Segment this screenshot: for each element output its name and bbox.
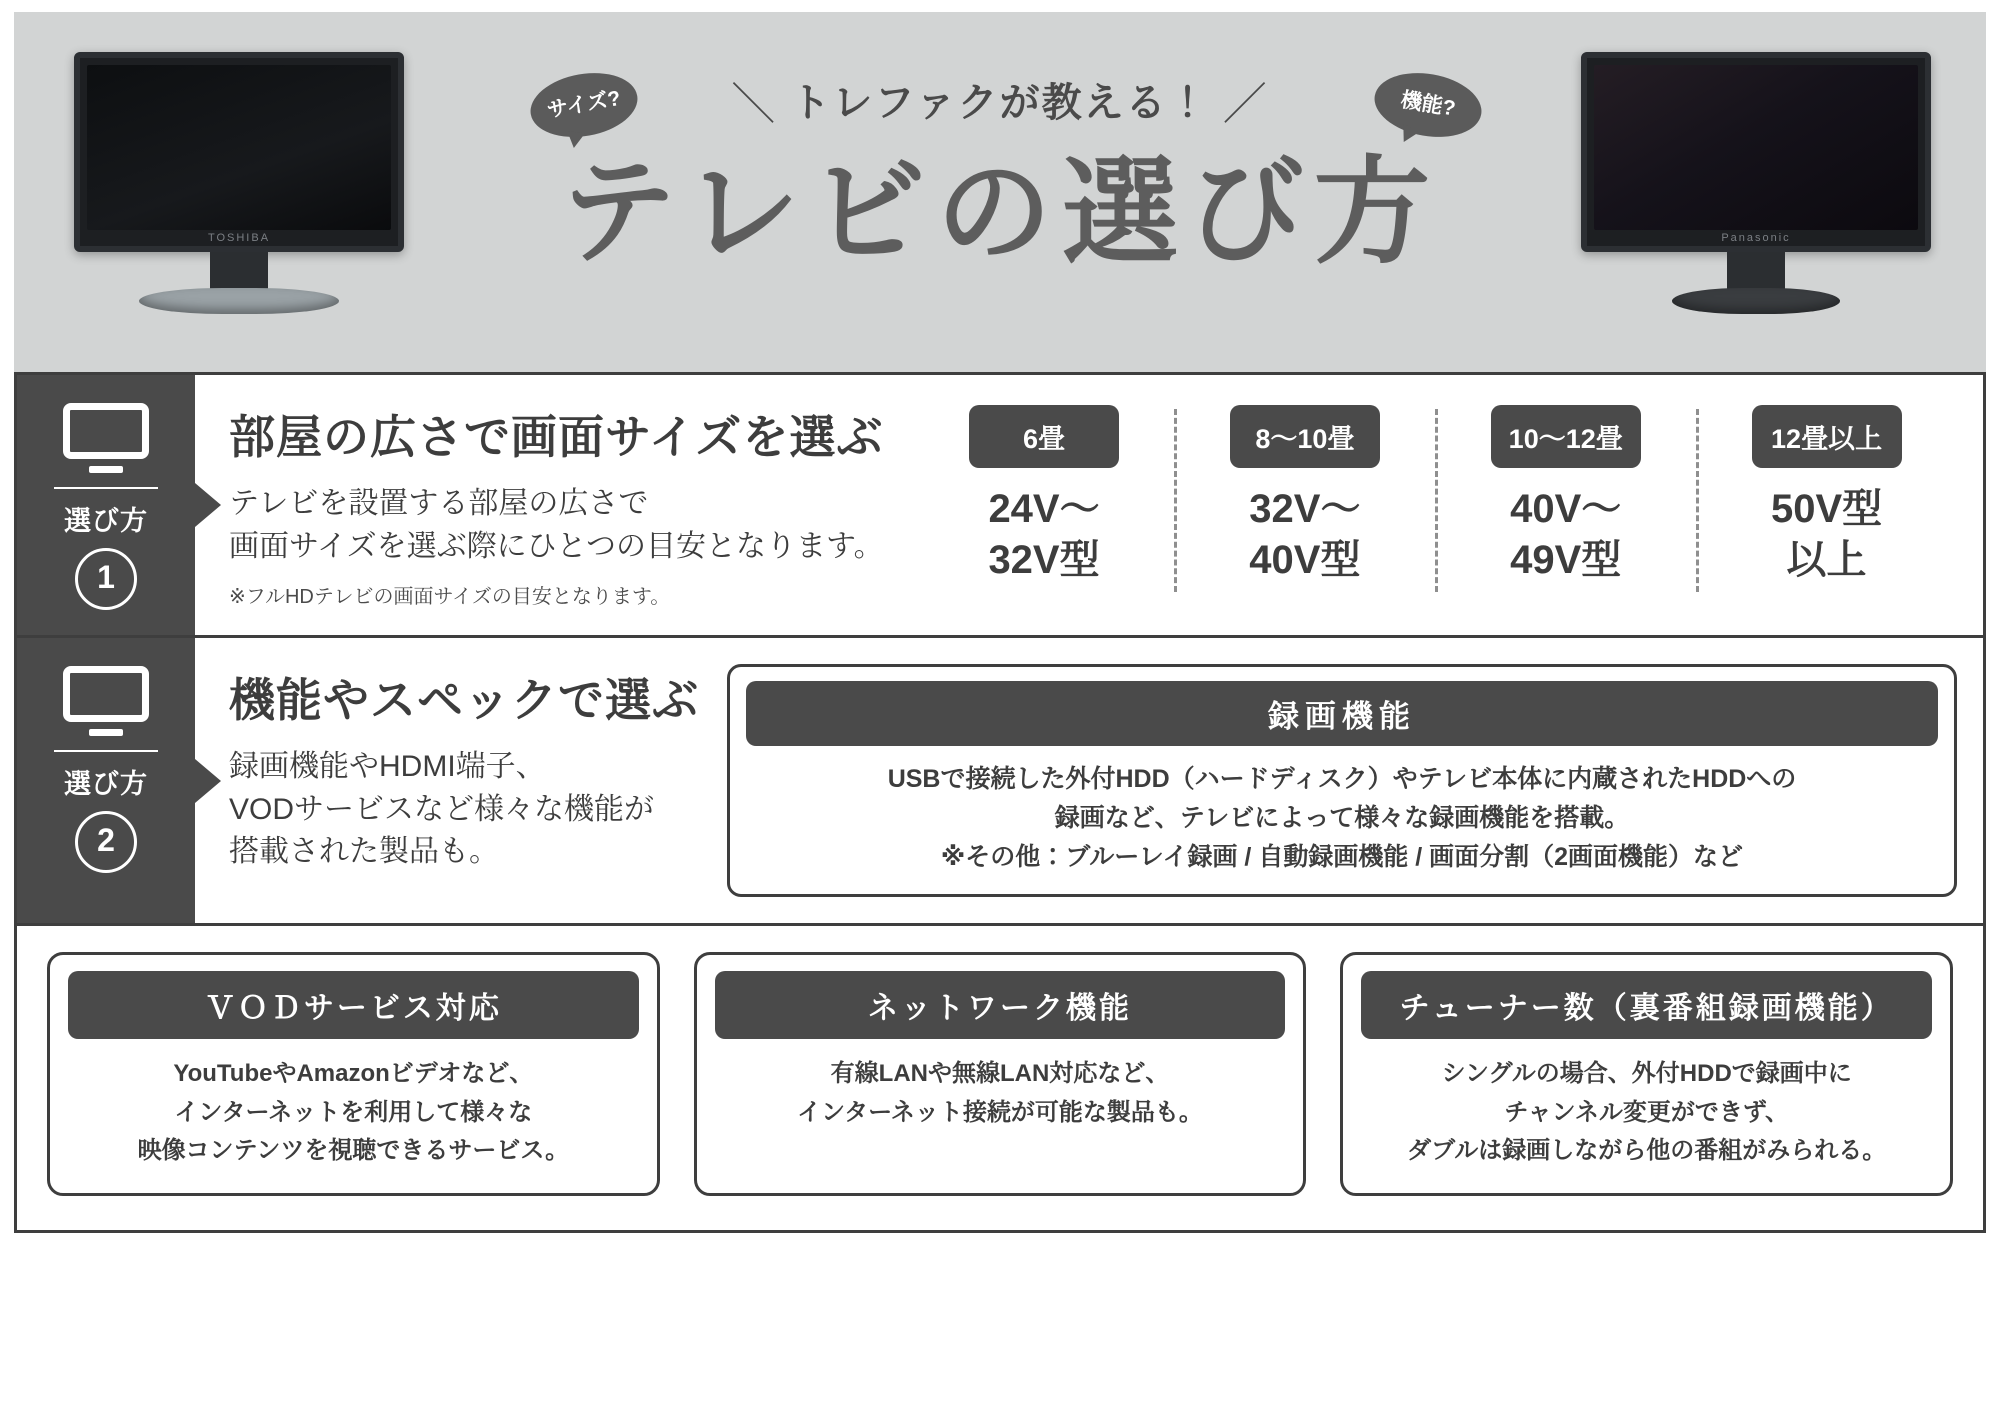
recording-feature-panel bbox=[727, 664, 1957, 897]
card-network bbox=[694, 952, 1307, 1195]
monitor-stand-shape bbox=[89, 466, 123, 473]
card-vod-body bbox=[68, 1055, 639, 1170]
screen-size-line2-2: 40V型 bbox=[1249, 538, 1361, 583]
screen-size-value-3 bbox=[1441, 484, 1690, 586]
step-1-number: 1 bbox=[75, 548, 137, 610]
card-network-title: ネットワーク機能 bbox=[715, 971, 1286, 1039]
screen-size-line2-3: 49V型 bbox=[1510, 538, 1622, 583]
step-2-text bbox=[229, 664, 699, 897]
room-size-chip-2: 8〜10畳 bbox=[1230, 405, 1380, 468]
header-center bbox=[500, 64, 1500, 279]
screen-size-line2-1: 32V型 bbox=[988, 538, 1100, 583]
step-1-label bbox=[17, 375, 195, 635]
size-column-3 bbox=[1435, 405, 1696, 586]
step-1-text bbox=[229, 401, 884, 609]
step-1-desc-line2: 画面サイズを選ぶ際にひとつの目安となります。 bbox=[229, 529, 884, 563]
step-1-divider bbox=[54, 487, 158, 489]
screen-size-value-4 bbox=[1702, 484, 1951, 586]
recording-panel-body bbox=[746, 760, 1938, 876]
screen-size-line1-4: 50V型 bbox=[1770, 487, 1883, 531]
step-2-word: 選び方 bbox=[64, 769, 148, 800]
step-1-note: ※フルHDテレビの画面サイズの目安となります。 bbox=[229, 586, 671, 609]
card-network-line1: 有線LANや無線LAN対応など、 bbox=[830, 1060, 1170, 1088]
step-2-number: 2 bbox=[75, 811, 137, 873]
function-bubble: 機能? bbox=[1369, 65, 1486, 145]
screen-size-value-2 bbox=[1180, 484, 1429, 586]
step-2-desc-line3: 搭載された製品も。 bbox=[229, 835, 499, 869]
card-tuner-line1: シングルの場合、外付HDDで録画中に bbox=[1441, 1060, 1852, 1088]
size-bubble: サイズ? bbox=[525, 65, 642, 145]
screen-size-line1-3: 40V〜 bbox=[1510, 487, 1622, 531]
size-column-4 bbox=[1696, 405, 1957, 586]
screen-size-value-1 bbox=[920, 484, 1169, 586]
recording-panel-line1: USBで接続した外付HDD（ハードディスク）やテレビ本体に内蔵されたHDDへの bbox=[887, 765, 1797, 794]
tv-left-screen bbox=[87, 65, 391, 230]
tv-left-brand: TOSHIBA bbox=[207, 232, 271, 244]
slash-left-icon: ＼ bbox=[731, 80, 778, 130]
card-vod bbox=[47, 952, 660, 1195]
room-size-chip-3: 10〜12畳 bbox=[1491, 405, 1641, 468]
feature-cards bbox=[14, 926, 1986, 1232]
step-1-body bbox=[195, 375, 1983, 635]
step-2-desc-line1: 録画機能やHDMI端子、 bbox=[229, 750, 546, 784]
recording-panel-line3: ※その他：ブルーレイ録画 / 自動録画機能 / 画面分割（2画面機能）など bbox=[940, 842, 1744, 871]
tv-right-neck bbox=[1727, 252, 1785, 290]
room-size-chip-4: 12畳以上 bbox=[1752, 405, 1902, 468]
card-tuner-line2: チャンネル変更ができず、 bbox=[1504, 1098, 1789, 1126]
monitor-icon bbox=[63, 403, 149, 465]
step-1-desc-line1: テレビを設置する部屋の広さで bbox=[229, 487, 649, 520]
header-kicker-text: トレファクが教える！ bbox=[790, 81, 1210, 125]
monitor-stand-shape bbox=[89, 729, 123, 736]
tv-left-stand bbox=[139, 288, 339, 314]
card-tuner bbox=[1340, 952, 1953, 1195]
step-2-divider bbox=[54, 750, 158, 752]
step-2 bbox=[14, 638, 1986, 926]
step-2-body bbox=[195, 638, 1983, 923]
slash-right-icon: ／ bbox=[1222, 80, 1269, 130]
card-tuner-line3: ダブルは録画しながら他の番組がみられる。 bbox=[1407, 1137, 1887, 1165]
tv-right-brand: Panasonic bbox=[1721, 232, 1791, 244]
size-column-1 bbox=[914, 405, 1175, 586]
card-vod-line1: YouTubeやAmazonビデオなど、 bbox=[173, 1060, 534, 1088]
tv-left-neck bbox=[210, 252, 268, 290]
card-tuner-body bbox=[1361, 1055, 1932, 1170]
infographic-page bbox=[0, 12, 2000, 1412]
card-vod-line3: 映像コンテンツを視聴できるサービス。 bbox=[137, 1137, 570, 1165]
monitor-screen-shape bbox=[63, 403, 149, 459]
screen-size-line1-1: 24V〜 bbox=[988, 487, 1100, 531]
step-2-label bbox=[17, 638, 195, 923]
tv-left-body bbox=[74, 52, 404, 252]
step-1-word: 選び方 bbox=[64, 506, 148, 536]
card-vod-title: ＶＯＤサービス対応 bbox=[68, 971, 639, 1039]
header-banner bbox=[14, 12, 1986, 372]
tv-right-screen bbox=[1594, 65, 1918, 230]
card-vod-line2: インターネットを利用して様々な bbox=[174, 1098, 533, 1126]
header-kicker bbox=[731, 80, 1269, 130]
step-2-title: 機能やスペックで選ぶ bbox=[229, 674, 699, 727]
card-network-line2: インターネット接続が可能な製品も。 bbox=[797, 1098, 1203, 1126]
size-guide-table bbox=[914, 401, 1957, 609]
step-1 bbox=[14, 372, 1986, 638]
tv-right-body bbox=[1581, 52, 1931, 252]
header-kicker-row bbox=[500, 64, 1500, 142]
monitor-icon bbox=[63, 666, 149, 728]
monitor-screen-shape bbox=[63, 666, 149, 722]
step-2-desc-line2: VODサービスなど様々な機能が bbox=[229, 792, 655, 826]
page-title: テレビの選び方 bbox=[560, 147, 1440, 277]
tv-photo-right bbox=[1581, 52, 1931, 322]
tv-right-stand bbox=[1672, 288, 1840, 314]
size-column-2 bbox=[1174, 405, 1435, 586]
step-1-title: 部屋の広さで画面サイズを選ぶ bbox=[229, 411, 884, 463]
card-network-body bbox=[715, 1055, 1286, 1132]
recording-panel-title: 録画機能 bbox=[746, 681, 1938, 746]
screen-size-line1-2: 32V〜 bbox=[1249, 487, 1361, 531]
screen-size-line2-4: 以上 bbox=[1786, 538, 1867, 583]
room-size-chip-1: 6畳 bbox=[969, 405, 1119, 468]
card-tuner-title: チューナー数（裏番組録画機能） bbox=[1361, 971, 1932, 1039]
recording-panel-line2: 録画など、テレビによって様々な録画機能を搭載。 bbox=[1054, 803, 1630, 832]
tv-photo-left bbox=[74, 52, 404, 322]
